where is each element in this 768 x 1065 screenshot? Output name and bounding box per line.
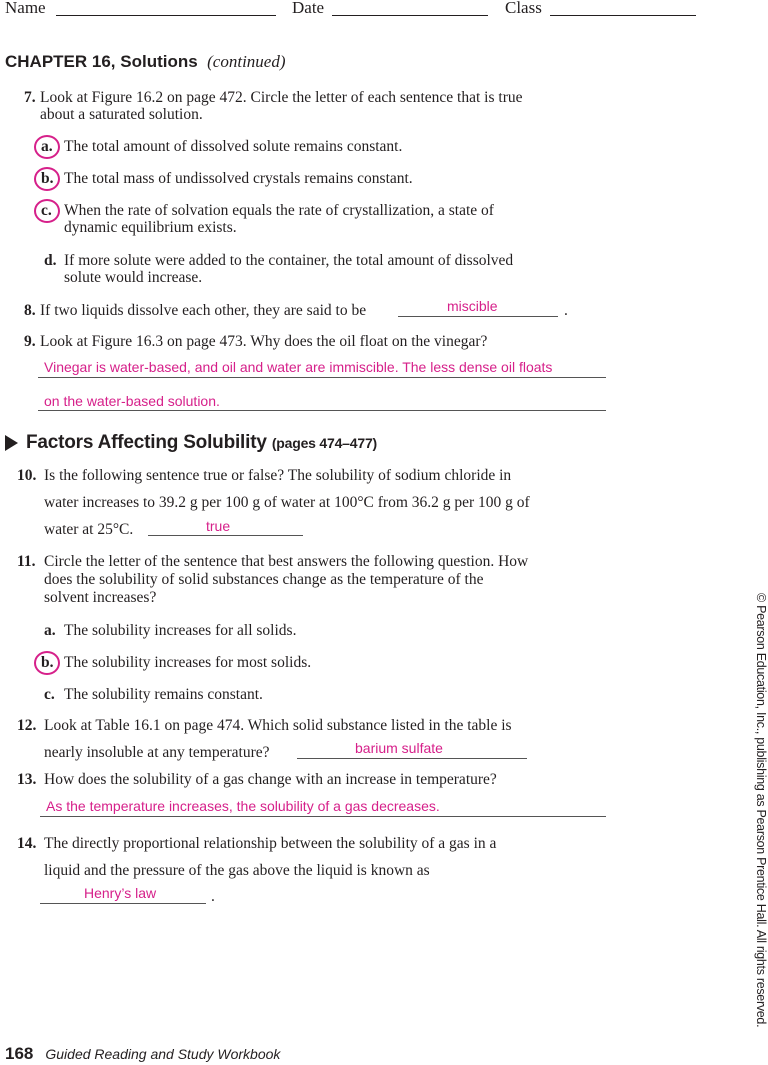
answer-text: true	[206, 518, 231, 534]
option-text: The solubility increases for most solids.	[64, 654, 312, 671]
option-text: If more solute were added to the container, the total amount of dissolved	[64, 252, 514, 269]
date-label: Date	[292, 0, 325, 17]
page-number: 168	[5, 1044, 34, 1063]
answer-text: Vinegar is water-based, and oil and water are immiscible. The less dense oil floats	[44, 359, 553, 375]
name-label: Name	[5, 0, 46, 17]
chapter-heading	[5, 52, 286, 72]
question-text: water at 25°C.	[44, 521, 134, 538]
answer-text: on the water-based solution.	[44, 393, 220, 409]
triangle-bullet-icon	[5, 435, 18, 451]
option-letter[interactable]: c.	[44, 686, 55, 703]
answer-text: barium sulfate	[355, 740, 443, 756]
question-number: 9.	[24, 333, 36, 350]
option-text: The total mass of undissolved crystals remains constant.	[64, 170, 413, 187]
question-number: 12.	[17, 717, 37, 734]
question-text: nearly insoluble at any temperature?	[44, 744, 270, 761]
question-text: Look at Figure 16.2 on page 472. Circle the letter of each sentence that is true	[40, 89, 523, 106]
option-text: The total amount of dissolved solute remains constant.	[64, 138, 403, 155]
copyright-notice: © Pearson Education, Inc., publishing as Pearson Prentice Hall. All rights reserved.	[754, 593, 768, 1028]
question-text: Look at Figure 16.3 on page 473. Why does the oil float on the vinegar?	[40, 333, 488, 350]
option-text: The solubility remains constant.	[64, 686, 263, 703]
answer-line[interactable]	[38, 410, 606, 411]
question-text: Look at Table 16.1 on page 474. Which solid substance listed in the table is	[44, 717, 512, 734]
option-letter[interactable]: b.	[41, 170, 54, 187]
answer-text: As the temperature increases, the solubility of a gas decreases.	[46, 798, 440, 814]
date-field[interactable]	[332, 15, 488, 16]
question-text: How does the solubility of a gas change with an increase in temperature?	[44, 771, 497, 788]
question-text: does the solubility of solid substances change as the temperature of the	[44, 571, 484, 588]
section-heading	[5, 432, 377, 454]
chapter-subtitle: (continued)	[207, 52, 286, 71]
question-number: 8.	[24, 302, 36, 319]
page-footer	[5, 1044, 280, 1064]
question-text: If two liquids dissolve each other, they are said to be	[40, 302, 367, 319]
answer-line[interactable]	[38, 377, 606, 378]
question-number: 11.	[17, 553, 36, 570]
question-text: solvent increases?	[44, 589, 157, 606]
answer-blank[interactable]	[297, 758, 527, 759]
answer-blank[interactable]	[398, 316, 558, 317]
section-pages: (pages 474–477)	[271, 435, 377, 451]
answer-line[interactable]	[40, 816, 606, 817]
question-number: 13.	[17, 771, 37, 788]
class-label: Class	[505, 0, 542, 17]
question-text: Is the following sentence true or false? The solubility of sodium chloride in	[44, 467, 512, 484]
option-text: dynamic equilibrium exists.	[64, 219, 237, 236]
sentence-end: .	[211, 888, 215, 905]
question-number: 10.	[17, 467, 37, 484]
question-text: liquid and the pressure of the gas above the liquid is known as	[44, 862, 430, 879]
option-letter[interactable]: c.	[41, 202, 52, 219]
answer-blank[interactable]	[148, 535, 303, 536]
answer-text: miscible	[447, 298, 498, 314]
section-title: Factors Affecting Solubility	[26, 432, 267, 453]
question-text: Circle the letter of the sentence that best answers the following question. How	[44, 553, 529, 570]
question-text: The directly proportional relationship between the solubility of a gas in a	[44, 835, 497, 852]
option-text: solute would increase.	[64, 269, 203, 286]
option-letter[interactable]: a.	[41, 138, 53, 155]
name-field[interactable]	[56, 15, 276, 16]
answer-text: Henry’s law	[84, 885, 157, 901]
option-letter[interactable]: d.	[44, 252, 57, 269]
answer-blank[interactable]	[40, 903, 206, 904]
sentence-end: .	[564, 302, 568, 319]
question-number: 14.	[17, 835, 37, 852]
option-text: The solubility increases for all solids.	[64, 622, 297, 639]
chapter-title: CHAPTER 16, Solutions	[5, 52, 198, 71]
option-letter[interactable]: a.	[44, 622, 56, 639]
question-text: water increases to 39.2 g per 100 g of water at 100°C from 36.2 g per 100 g of	[44, 494, 530, 511]
book-title: Guided Reading and Study Workbook	[45, 1046, 281, 1062]
question-number: 7.	[24, 89, 36, 106]
option-text: When the rate of solvation equals the rate of crystallization, a state of	[64, 202, 494, 219]
option-letter[interactable]: b.	[41, 654, 54, 671]
question-text: about a saturated solution.	[40, 106, 203, 123]
class-field[interactable]	[550, 15, 696, 16]
